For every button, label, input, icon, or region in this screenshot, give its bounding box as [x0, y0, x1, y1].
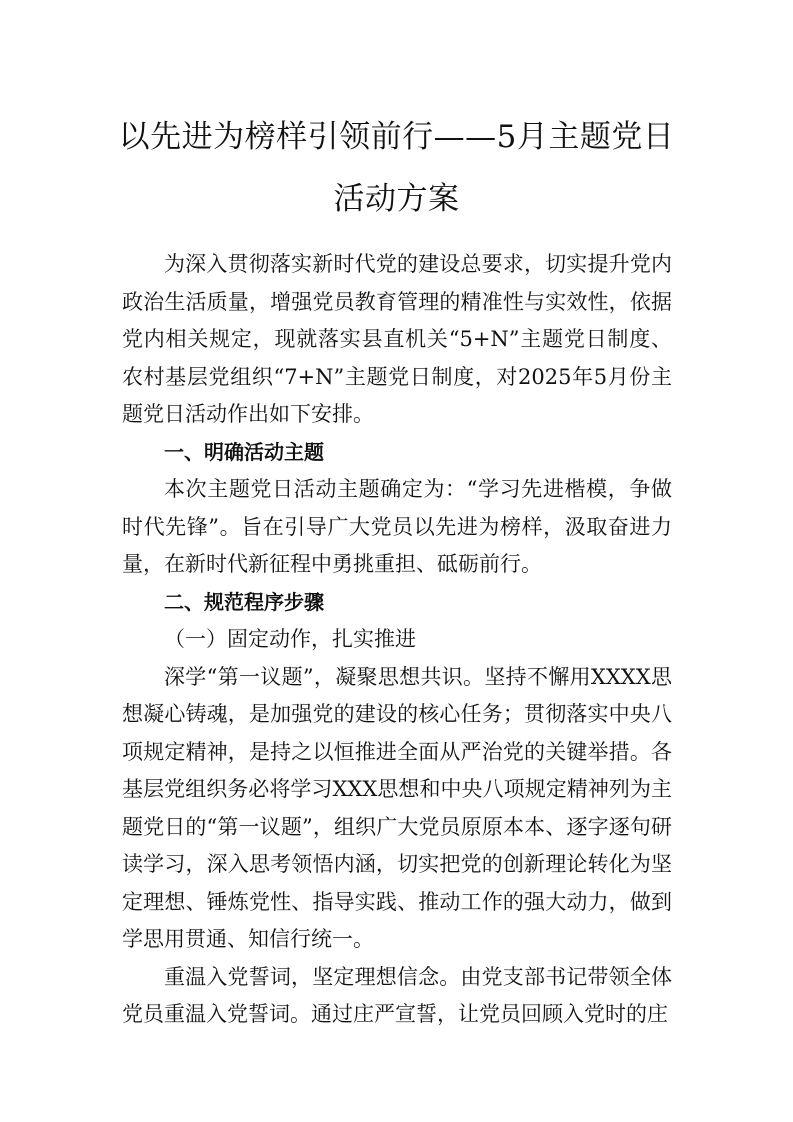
section-1-paragraph: 本次主题党日活动主题确定为：“学习先进楷模，争做时代先锋”。旨在引导广大党员以先进为榜样，汲取奋进力量，在新时代新征程中勇挑重担、砥砺前行。 [122, 477, 672, 576]
document-body [122, 246, 672, 1034]
intro-paragraph: 为深入贯彻落实新时代党的建设总要求，切实提升党内政治生活质量，增强党员教育管理的精准性与实效性，依据党内相关规定，现就落实县直机关“5+N”主题党日制度、农村基层党组织“7+N”主题党日制度，对2025年5月份主题党日活动作出如下安排。 [122, 252, 672, 426]
section-2-paragraph-1: 深学“第一议题”，凝聚思想共识。坚持不懈用XXXX思想凝心铸魂，是加强党的建设的核心任务；贯彻落实中央八项规定精神，是持之以恒推进全面从严治党的关键举措。各基层党组织务必将学习XXX思想和中央八项规定精神列为主题党日的“第一议题”，组织广大党员原原本本、逐字逐句研读学习，深入思考领悟内涵，切实把党的创新理论转化为坚定理想、锤炼党性、指导实践、推动工作的强大动力，做到学思用贯通、知信行统一。 [122, 664, 672, 951]
section-1-heading: 一、明确活动主题 [164, 439, 324, 464]
document-title: 以先进为榜样引领前行——5月主题党日活动方案 [118, 119, 675, 217]
section-2-subheading: （一）固定动作，扎实推进 [164, 627, 416, 651]
section-2-paragraph-2: 重温入党誓词，坚定理想信念。由党支部书记带领全体党员重温入党誓词。通过庄严宣誓，让党员回顾入党时的庄 [122, 964, 672, 1026]
section-2-heading: 二、规范程序步骤 [164, 589, 324, 614]
